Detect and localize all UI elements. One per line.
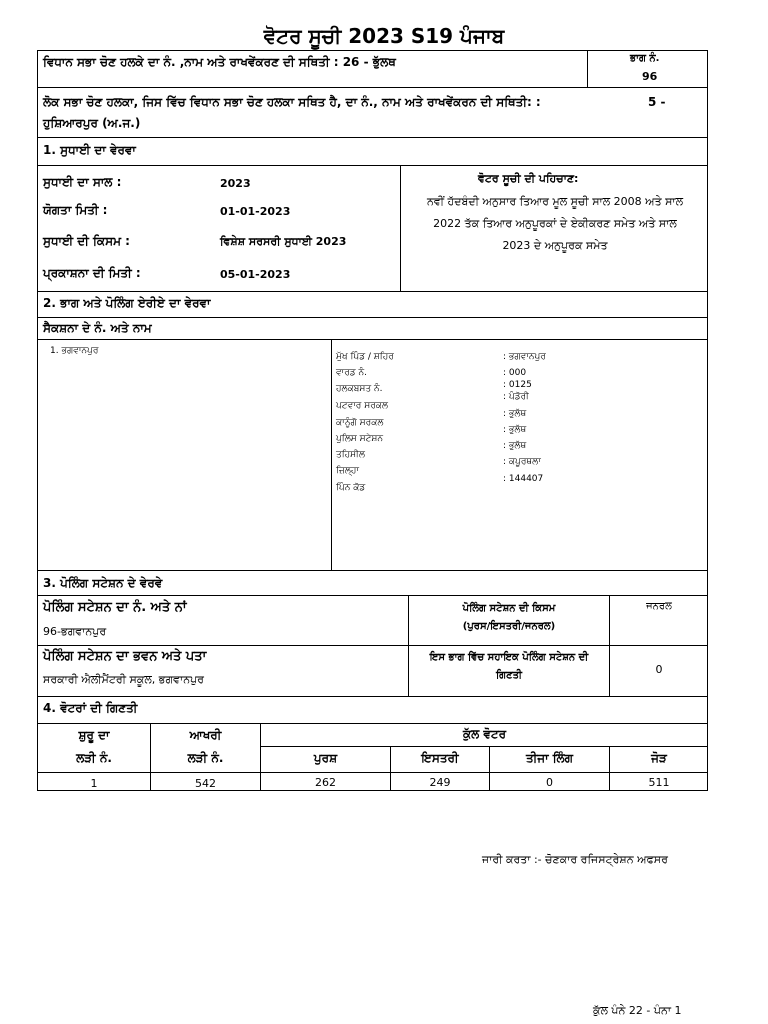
detail-label-kanungo: ਕਾਨੂੰਗੋ ਸਰਕਲ: [336, 418, 384, 428]
detail-label-ward: ਵਾਰਡ ਨੰ.: [336, 368, 367, 378]
divider: [37, 291, 708, 292]
qualifying-date-value: 01-01-2023: [220, 205, 291, 218]
detail-value-ward: : 000: [503, 368, 527, 378]
publication-date-label: ਪ੍ਰਕਾਸ਼ਨਾ ਦੀ ਮਿਤੀ :: [43, 266, 141, 280]
station-type-label: ਪੋਲਿੰਗ ਸਟੇਸ਼ਨ ਦੀ ਕਿਸਮ: [462, 603, 556, 614]
third-gender-count: 0: [546, 776, 553, 789]
issued-by: ਜਾਰੀ ਕਰਤਾ :- ਚੋਣਕਾਰ ਰਜਿਸਟ੍ਰੇਸ਼ਨ ਅਫਸਰ: [482, 853, 668, 866]
parliament-number: 5 -: [648, 95, 666, 109]
detail-value-district: : ਕਪੂਰਥਲਾ: [503, 457, 541, 467]
divider: [37, 339, 708, 340]
start-serial-label: ਸ਼ੁਰੂ ਦਾ: [78, 728, 110, 742]
sections-subheading: ਸੈਕਸ਼ਨਾ ਦੇ ਨੰ. ਅਤੇ ਨਾਮ: [43, 321, 152, 335]
detail-label-village: ਮੁੱਖ ਪਿੰਡ / ਸ਼ਹਿਰ: [336, 352, 394, 362]
female-label: ਇਸਤਰੀ: [421, 751, 459, 765]
sum-label: ਜੋੜ: [651, 751, 667, 765]
section-1-heading: 1. ਸੁਧਾਈ ਦਾ ਵੇਰਵਾ: [43, 143, 136, 157]
divider: [37, 165, 708, 166]
section-4-heading: 4. ਵੋਟਰਾਂ ਦੀ ਗਿਣਤੀ: [43, 701, 138, 715]
detail-label-patwar: ਪਟਵਾਰ ਸਰਕਲ: [336, 401, 389, 411]
assembly-constituency: ਵਿਧਾਨ ਸਭਾ ਚੋਣ ਹਲਕੇ ਦਾ ਨੰ. ,ਨਾਮ ਅਤੇ ਰਾਖਵੇਂਕਰਣ ਦੀ ਸਥਿਤੀ : 26 - ਭੁੱਲਥ: [43, 55, 396, 69]
publication-date-value: 05-01-2023: [220, 268, 291, 281]
divider: [587, 50, 588, 87]
divider: [37, 723, 708, 724]
part-number-label: ਭਾਗ ਨੰ.: [630, 53, 660, 64]
revision-type-label: ਸੁਧਾਈ ਦੀ ਕਿਸਮ :: [43, 234, 130, 248]
divider: [408, 645, 708, 646]
parliament-constituency: ਲੋਕ ਸਭਾ ਚੋਣ ਹਲਕਾ, ਜਿਸ ਵਿੱਚ ਵਿਧਾਨ ਸਭਾ ਚੋਣ ਹਲਕਾ ਸਥਿਤ ਹੈ, ਦਾ ਨੰ., ਨਾਮ ਅਤੇ ਰਾਖਵੇਂਕਰਨ ਦੀ ਸਥਿਤੀ: :: [43, 95, 541, 109]
detail-label-hadbast: ਹਲਕਬਸਤ ਨੰ.: [336, 384, 383, 394]
station-name-label: ਪੋਲਿੰਗ ਸਟੇਸ਼ਨ ਦਾ ਨੰ. ਅਤੇ ਨਾਂ: [43, 600, 187, 615]
third-gender-label: ਤੀਜਾ ਲਿੰਗ: [525, 751, 574, 765]
detail-label-police: ਪੁਲਿਸ ਸਟੇਸ਼ਨ: [336, 434, 384, 444]
roll-identity-line: 2022 ਤੱਕ ਤਿਆਰ ਅਨੁਪੂਰਕਾਂ ਦੇ ਏਕੀਕਰਣ ਸਮੇਤ ਅਤੇ ਸਾਲ: [433, 217, 677, 230]
section-item: 1. ਭਗਵਾਨਪੁਰ: [50, 346, 99, 356]
station-building-label: ਪੋਲਿੰਗ ਸਟੇਸ਼ਨ ਦਾ ਭਵਨ ਅਤੇ ਪਤਾ: [43, 649, 207, 664]
part-number: 96: [642, 70, 658, 83]
detail-label-district: ਜ਼ਿਲ੍ਹਾ: [336, 466, 359, 476]
start-serial-value: 1: [90, 777, 98, 790]
last-serial-value: 542: [195, 777, 216, 790]
total-voters-label: ਕੁੱਲ ਵੋਟਰ: [462, 727, 507, 741]
station-name-value: 96-ਭਗਵਾਨਪੁਰ: [43, 625, 107, 638]
divider: [37, 570, 708, 571]
parliament-name: ਹੁਸ਼ਿਆਰਪੁਰ (ਅ.ਜ.): [43, 116, 141, 130]
male-count: 262: [315, 776, 336, 789]
auxiliary-station-sublabel: ਗਿਣਤੀ: [495, 670, 523, 681]
roll-identity-heading: ਵੋਟਰ ਸੂਚੀ ਦੀ ਪਹਿਚਾਣ:: [478, 172, 579, 185]
auxiliary-station-value: 0: [655, 663, 663, 676]
detail-value-hadbast: : 0125: [503, 380, 532, 390]
revision-type-value: ਵਿਸ਼ੇਸ਼ ਸਰਸਰੀ ਸੁਧਾਈ 2023: [220, 235, 347, 248]
revision-year-value: 2023: [220, 177, 251, 190]
detail-label-pincode: ਪਿੰਨ ਕੋਡ: [336, 483, 366, 493]
divider: [37, 696, 708, 697]
last-serial-label: ਆਖਰੀ: [189, 728, 222, 742]
roll-identity-line: ਨਵੀਂ ਹੱਦਬੰਦੀ ਅਨੁਸਾਰ ਤਿਆਰ ਮੂਲ ਸੂਚੀ ਸਾਲ 2008 ਅਤੇ ਸਾਲ: [426, 195, 684, 208]
page-title: ਵੋਟਰ ਸੂਚੀ 2023 S19 ਪੰਜਾਬ: [263, 24, 505, 48]
total-count: 511: [648, 776, 670, 789]
detail-label-tehsil: ਤਹਿਸੀਲ: [336, 450, 365, 460]
roll-identity-line: 2023 ਦੇ ਅਨੁਪੂਰਕ ਸਮੇਤ: [502, 239, 608, 252]
detail-value-village: : ਭਗਵਾਨਪੁਰ: [503, 352, 546, 362]
qualifying-date-label: ਯੋਗਤਾ ਮਿਤੀ :: [43, 203, 108, 217]
divider: [37, 595, 708, 596]
divider: [37, 87, 708, 88]
auxiliary-station-label: ਇਸ ਭਾਗ ਵਿੱਚ ਸਹਾਇਕ ਪੋਲਿੰਗ ਸਟੇਸ਼ਨ ਦੀ: [429, 652, 589, 663]
divider: [37, 317, 708, 318]
page-count: ਕੁੱਲ ਪੰਨੇ 22 - ਪੰਨਾ 1: [593, 1004, 682, 1017]
station-type-sublabel: (ਪੁਰਸ/ਇਸਤਰੀ/ਜਨਰਲ): [462, 621, 556, 632]
female-count: 249: [429, 776, 451, 789]
station-type-value: ਜਨਰਲ: [646, 601, 672, 612]
divider: [400, 165, 401, 291]
detail-value-kanungo: : ਭੁਲੱਥ: [503, 409, 527, 419]
section-2-heading: 2. ਭਾਗ ਅਤੇ ਪੋਲਿੰਗ ਏਰੀਏ ਦਾ ਵੇਰਵਾ: [43, 296, 211, 310]
detail-value-tehsil: : ਭੁਲੱਥ: [503, 441, 527, 451]
divider: [37, 137, 708, 138]
divider: [37, 772, 708, 773]
detail-value-pincode: : 144407: [503, 474, 544, 484]
start-serial-sublabel: ਲੜੀ ਨੰ.: [76, 751, 112, 765]
station-building-value: ਸਰਕਾਰੀ ਐਲੀਮੈਂਟਰੀ ਸਕੂਲ, ਭਗਵਾਨਪੁਰ: [43, 673, 204, 686]
detail-value-patwar: : ਪੰਡੋਰੀ: [503, 392, 529, 402]
last-serial-sublabel: ਲੜੀ ਨੰ.: [187, 751, 224, 765]
divider: [260, 746, 708, 747]
detail-value-police: : ਭੁਲੱਥ: [503, 425, 527, 435]
male-label: ਪੁਰਸ਼: [313, 751, 338, 765]
revision-year-label: ਸੁਧਾਈ ਦਾ ਸਾਲ :: [43, 175, 122, 189]
section-3-heading: 3. ਪੋਲਿੰਗ ਸਟੇਸ਼ਨ ਦੇ ਵੇਰਵੇ: [43, 576, 163, 590]
divider: [331, 339, 332, 570]
